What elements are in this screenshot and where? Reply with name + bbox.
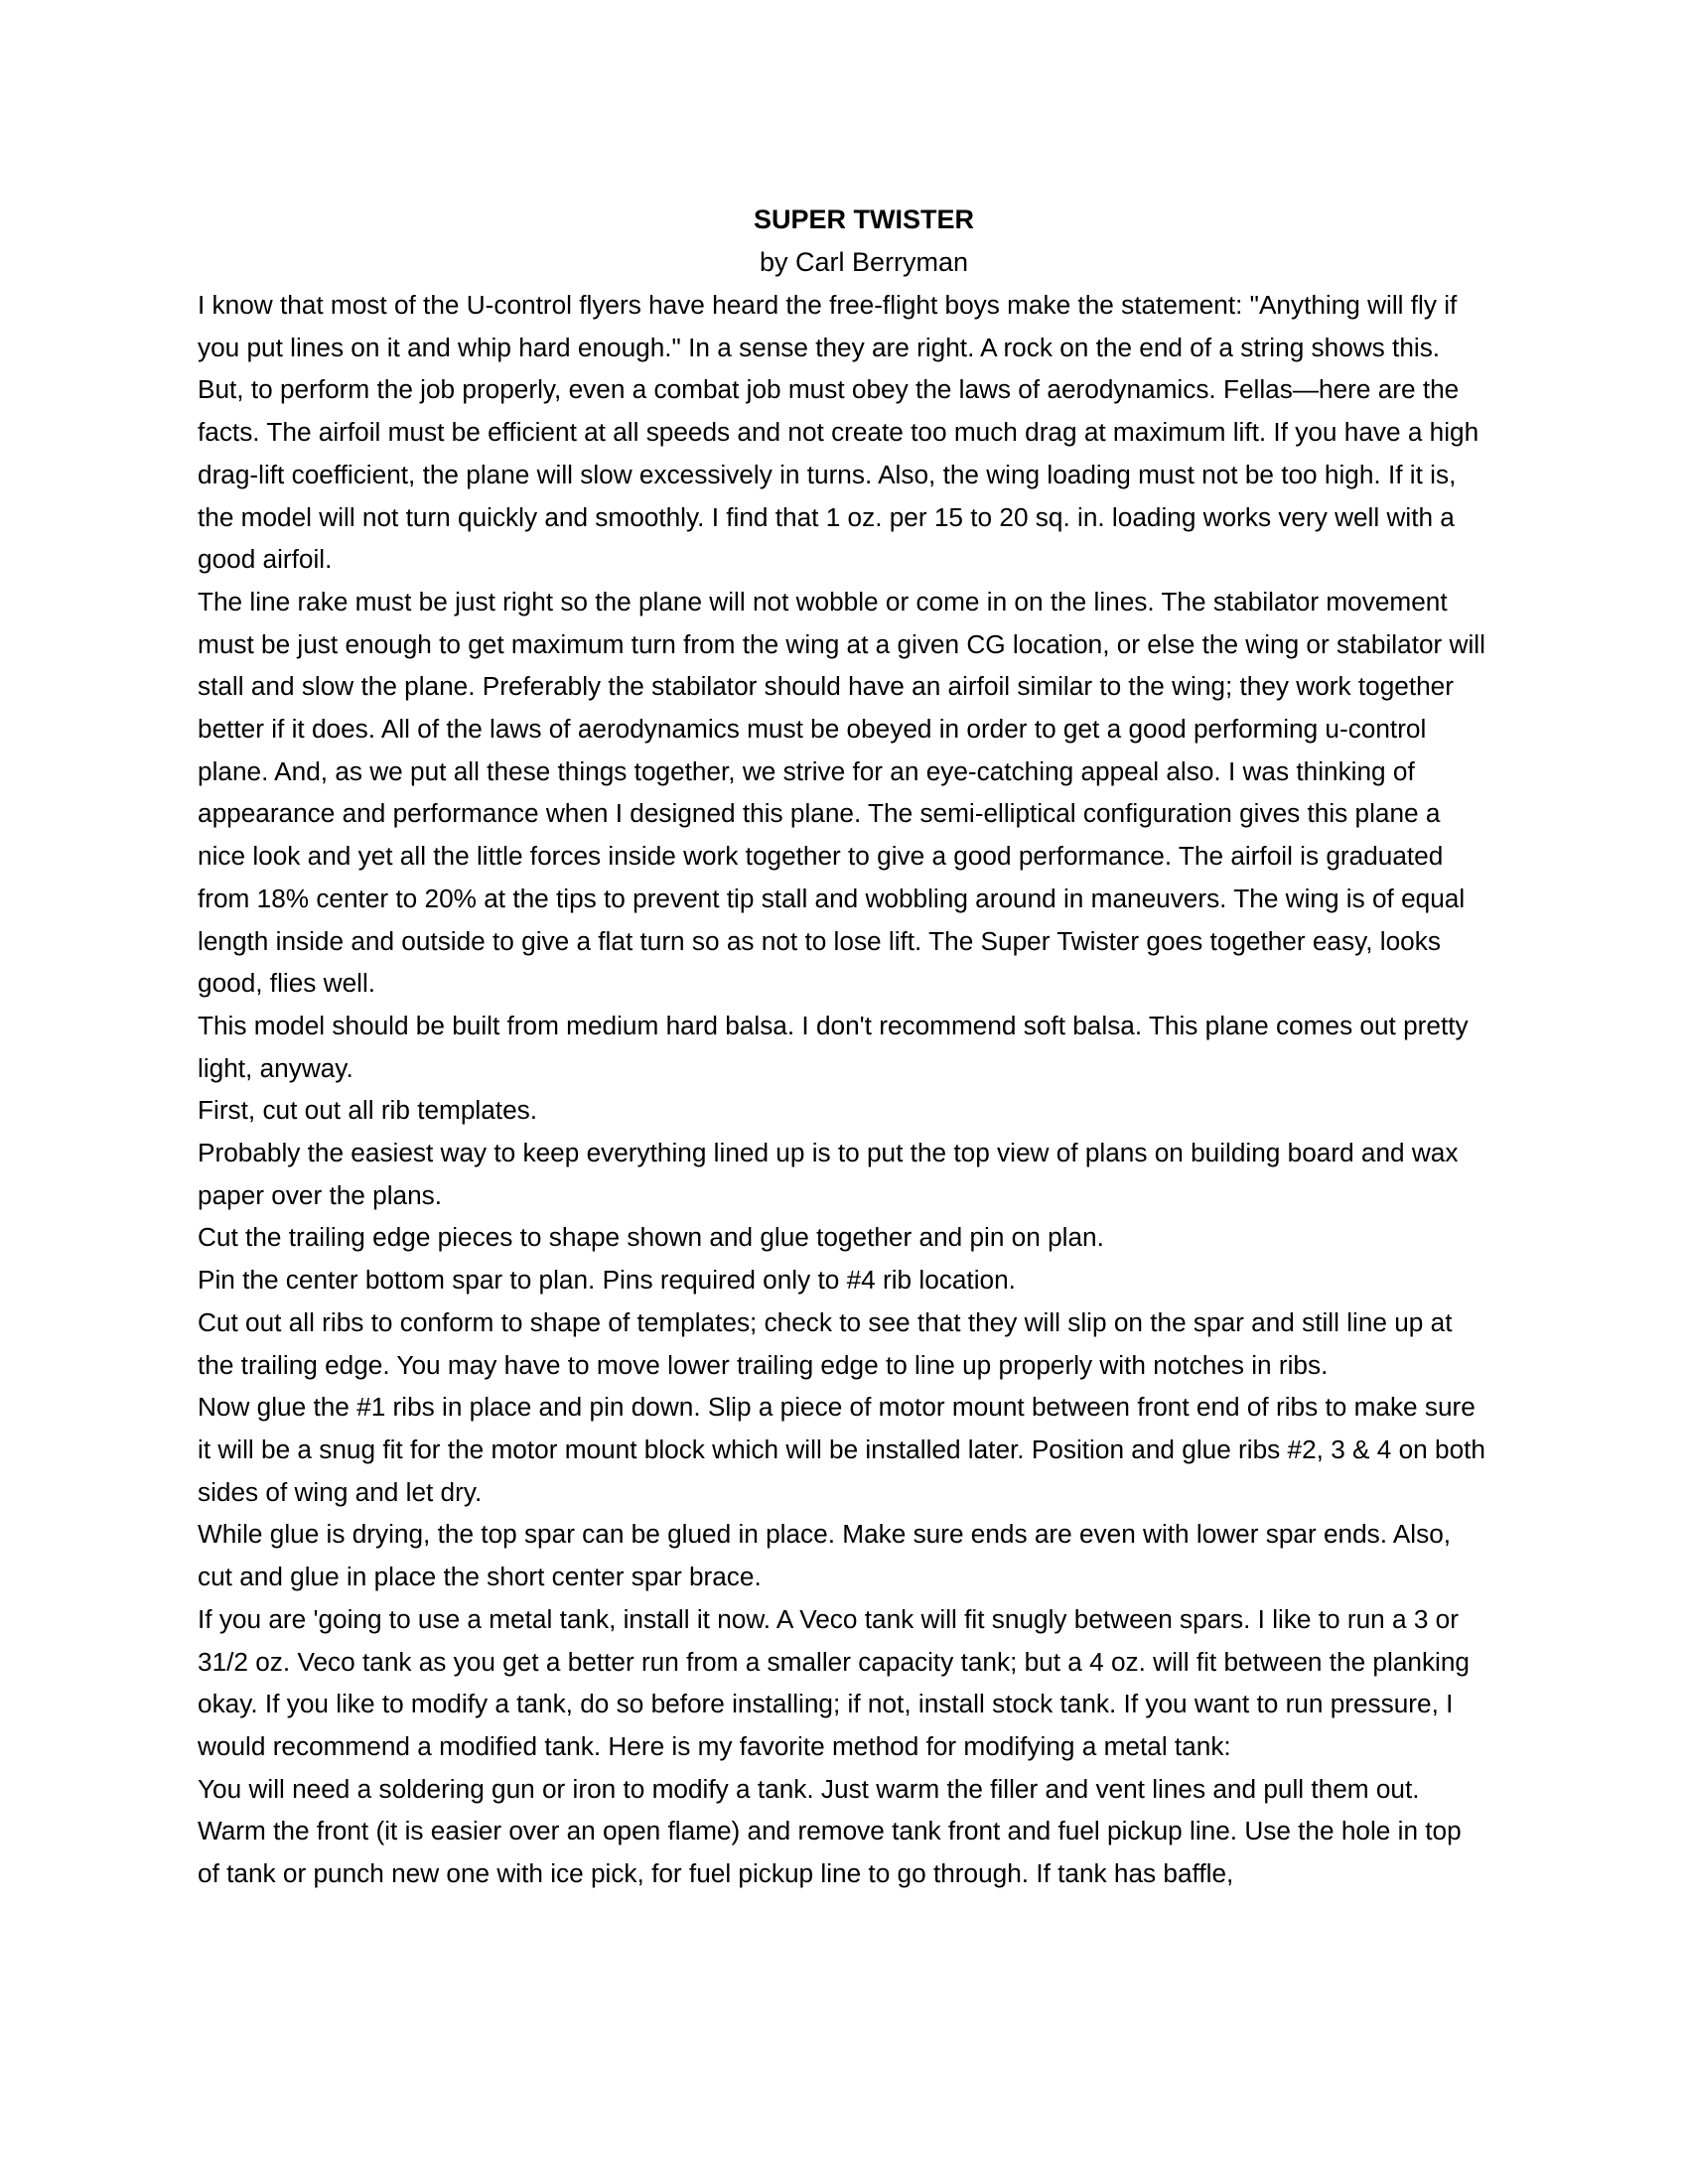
paragraph-modify-tank: You will need a soldering gun or iron to modify a tank. Just warm the filler and vent lines and pull them out. Warm the front (it is easier over an open flame) and remove tank front and fuel pickup line. Use the hole in top of tank or punch new one with ice pick, for fuel pickup line to go through. If tank has baffle, (198, 1773, 1462, 1889)
document-title: SUPER TWISTER (753, 205, 974, 234)
document-body (198, 199, 1488, 1895)
paragraph-bottom-spar: Pin the center bottom spar to plan. Pins required only to #4 rib location. (198, 1265, 1016, 1296)
paragraph-top-spar: While glue is drying, the top spar can be glued in place. Make sure ends are even with lower spar ends. Also, cut and glue in place the short center spar brace. (198, 1519, 1452, 1592)
paragraph-cut-ribs: Cut out all ribs to conform to shape of templates; check to see that they will slip on the spar and still line up at the trailing edge. You may have to move lower trailing edge to line up properly with notches in ribs. (198, 1306, 1453, 1380)
paragraph-glue-ribs: Now glue the #1 ribs in place and pin down. Slip a piece of motor mount between front end of ribs to make sure it will be a snug fit for the motor mount block which will be installed later. Position and glue ribs #2, 3 & 4 on both sides of wing and let dry. (198, 1392, 1485, 1507)
author-byline: by Carl Berryman (759, 247, 969, 277)
paragraph-line-rake: The line rake must be just right so the plane will not wobble or come in on the lines. The stabilator movement must be just enough to get maximum turn from the wing at a given CG location, or else the wing or stabilator will stall and slow the plane. Preferably the stabilator should have an airfoil similar to the wing; they work together better if it does. All of the laws of aerodynamics must be obeyed in order to get a good performing u-control plane. And, as we put all these things together, we strive for an eye-catching appeal also. I was thinking of appearance and performance when I designed this plane. The semi-elliptical configuration gives this plane a nice look and yet all the little forces inside work together to give a good performance. The airfoil is graduated from 18% center to 20% at the tips to prevent tip stall and wobbling around in maneuvers. The wing is of equal length inside and outside to give a flat turn so as not to lose lift. The Super Twister goes together easy, looks good, flies well. (198, 586, 1485, 999)
paragraph-rib-templates: First, cut out all rib templates. (198, 1095, 538, 1126)
paragraph-balsa: This model should be built from medium hard balsa. I don't recommend soft balsa. This plane comes out pretty light, anyway. (198, 1010, 1469, 1083)
paragraph-trailing-edge: Cut the trailing edge pieces to shape shown and glue together and pin on plan. (198, 1222, 1104, 1253)
paragraph-intro: I know that most of the U-control flyers have heard the free-flight boys make the statement: "Anything will fly if you put lines on it and whip hard enough." In a sense they are right. A rock on the end of a string shows this. But, to perform the job properly, even a combat job must obey the laws of aerodynamics. Fellas—here are the facts. The airfoil must be efficient at all speeds and not create too much drag at maximum lift. If you have a high drag-lift coefficient, the plane will slow excessively in turns. Also, the wing loading must not be too high. If it is, the model will not turn quickly and smoothly. I find that 1 oz. per 15 to 20 sq. in. loading works very well with a good airfoil. (198, 290, 1479, 575)
paragraph-metal-tank: If you are 'going to use a metal tank, install it now. A Veco tank will fit snugly between spars. I like to run a 3 or 31/2 oz. Veco tank as you get a better run from a smaller capacity tank; but a 4 oz. will fit between the planking okay. If you like to modify a tank, do so before installing; if not, install stock tank. If you want to run pressure, I would recommend a modified tank. Here is my favorite method for modifying a metal tank: (198, 1603, 1470, 1761)
paragraph-building-board: Probably the easiest way to keep everything lined up is to put the top view of plans on building board and wax paper over the plans. (198, 1138, 1459, 1210)
